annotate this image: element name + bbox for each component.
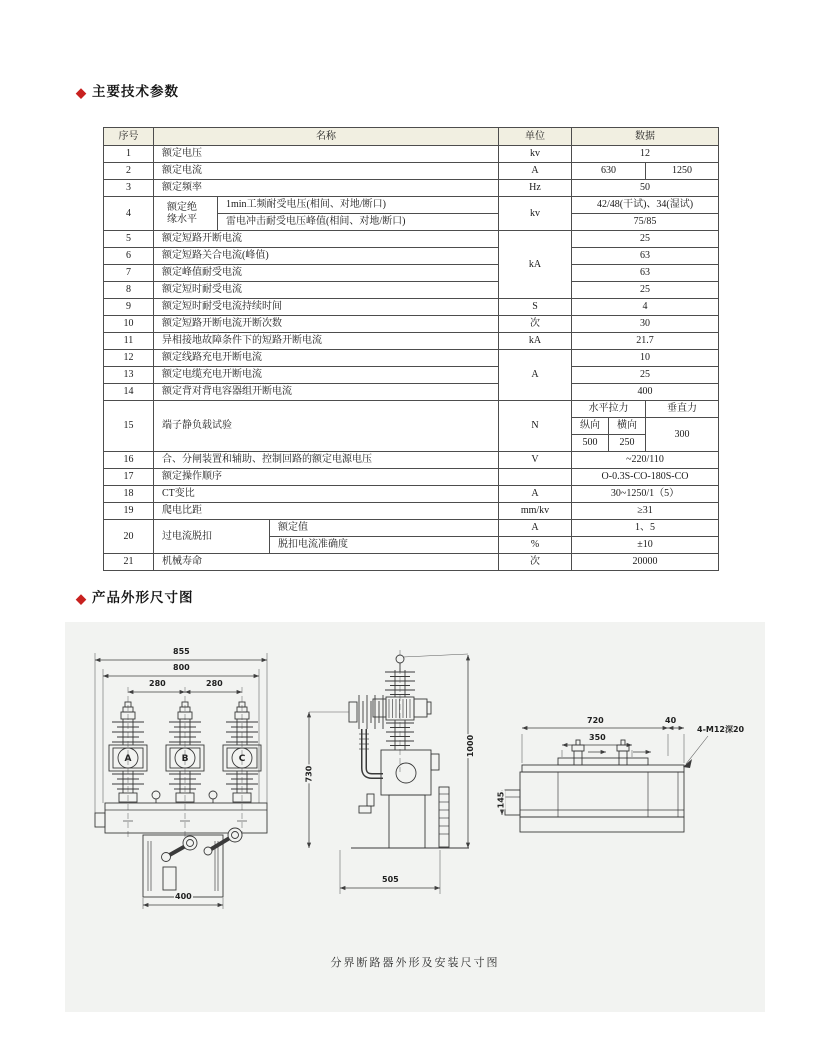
table-row [104,384,719,401]
cell-no: 20 [104,520,154,554]
cell-unit: kv [499,146,572,163]
cell-name: 额定电流 [154,163,499,180]
cell-longitudinal: 纵向 [572,418,609,435]
table-row [104,265,719,282]
mounting-holes-note: 4-M12深20 [697,725,745,734]
cell-data-b: 1250 [646,163,719,180]
cell-name: 额定线路充电开断电流 [154,350,499,367]
cell-no: 7 [104,265,154,282]
cell-data: 30 [572,316,719,333]
drawings-panel [65,622,765,1012]
cell-no: 17 [104,469,154,486]
table-row [104,316,719,333]
cell-no: 10 [104,316,154,333]
cell-unit: 次 [499,316,572,333]
cell-data: 20000 [572,554,719,571]
table-row [104,367,719,384]
table-row [104,197,719,214]
cell-no: 4 [104,197,154,231]
header-unit: 单位 [499,128,572,146]
plan-view-drawing [496,700,755,850]
header-no: 序号 [104,128,154,146]
cell-data: 4 [572,299,719,316]
header-name: 名称 [154,128,499,146]
cell-data: 25 [572,282,719,299]
cell-horizontal-pull: 水平拉力 [572,401,646,418]
cell-no: 13 [104,367,154,384]
cell-name: 额定操作顺序 [154,469,499,486]
cell-data: 30~1250/1（5） [572,486,719,503]
pole-label-c: C [238,754,246,764]
cell-unit: N [499,401,572,452]
cell-unit: kA [499,333,572,350]
cell-name: 端子静负载试验 [154,401,499,452]
cell-vertical-value: 300 [646,418,719,452]
section-title-params [76,80,179,101]
table-row [104,469,719,486]
cell-data: 10 [572,350,719,367]
side-body [381,750,431,795]
table-row [104,231,719,248]
cell-data-b: ±10 [572,537,719,554]
cell-data-a: 1、5 [572,520,719,537]
table-row [104,486,719,503]
cell-unit: A [499,163,572,180]
cell-transverse: 横向 [609,418,646,435]
cell-unit: S [499,299,572,316]
drawing-caption: 分界断路器外形及安装尺寸图 [330,957,500,969]
cell-no: 15 [104,401,154,452]
dim-overall-width: 855 [173,647,190,656]
cell-data: 12 [572,146,719,163]
table-row [104,401,719,418]
cell-data: 50 [572,180,719,197]
cell-unit-a: A [499,520,572,537]
cell-name: 额定短路关合电流(峰值) [154,248,499,265]
cell-data-b: 75/85 [572,214,719,231]
table-row [104,180,719,197]
cell-name: 额定频率 [154,180,499,197]
top-flange [522,765,684,772]
cell-name: 额定背对背电容器组开断电流 [154,384,499,401]
terminal-bolts [572,740,651,765]
cell-name: 爬电比距 [154,503,499,520]
cell-sub-a: 额定值 [270,520,499,537]
cell-data-a: 630 [572,163,646,180]
cell-name: 合、分闸装置和辅助、控制回路的额定电源电压 [154,452,499,469]
cell-no: 5 [104,231,154,248]
cell-name: 额定短路开断电流开断次数 [154,316,499,333]
cell-unit [499,469,572,486]
pole-label-a: A [124,754,132,764]
dim-total-height: 1000 [466,734,476,758]
cell-no: 1 [104,146,154,163]
cell-data-a: 42/48(干试)、34(湿试) [572,197,719,214]
cell-no: 16 [104,452,154,469]
cell-group: 额定绝缘水平 [154,197,218,231]
cell-no: 6 [104,248,154,265]
cell-data: 25 [572,367,719,384]
cell-no: 3 [104,180,154,197]
cell-no: 2 [104,163,154,180]
side-view-drawing [303,642,488,904]
table-row [104,503,719,520]
dim-side-height: 145 [496,791,506,809]
cell-name: CT变比 [154,486,499,503]
cell-unit: kv [499,197,572,231]
cell-data: 63 [572,248,719,265]
table-row [104,282,719,299]
table-row [104,146,719,163]
cell-unit: A [499,486,572,503]
cell-sub-a: 1min工频耐受电压(相间、对地/断口) [218,197,499,214]
cell-no: 21 [104,554,154,571]
dim-depth: 505 [382,875,399,884]
table-row [104,452,719,469]
diamond-bullet-icon: ◆ [76,85,87,100]
table-row [104,350,719,367]
dim-terminal-pitch: 350 [589,733,606,742]
cell-data: O-0.3S-CO-180S-CO [572,469,719,486]
cell-data: ~220/110 [572,452,719,469]
cell-name: 额定电缆充电开断电流 [154,367,499,384]
cell-no: 19 [104,503,154,520]
cell-no: 18 [104,486,154,503]
cell-name: 额定短路开断电流 [154,231,499,248]
cell-data: 21.7 [572,333,719,350]
cell-no: 11 [104,333,154,350]
section-title-outline [76,586,194,607]
cell-transverse-value: 250 [609,435,646,452]
cell-unit: kA [499,231,572,299]
table-row [104,554,719,571]
cell-name: 额定峰值耐受电流 [154,265,499,282]
cell-no: 8 [104,282,154,299]
cell-unit: A [499,350,572,401]
cell-name: 额定电压 [154,146,499,163]
table-header-row [104,128,719,146]
cell-no: 14 [104,384,154,401]
cell-sub-b: 脱扣电流准确度 [270,537,499,554]
plan-view-linework [500,700,750,850]
dim-pole-pitch-left: 280 [149,679,166,688]
front-view-drawing [90,645,275,920]
cell-no: 9 [104,299,154,316]
cell-unit: mm/kv [499,503,572,520]
cell-data: 63 [572,265,719,282]
dim-mechanism-width: 400 [175,892,192,901]
dim-base-length: 720 [587,716,604,725]
side-view-linework [303,642,483,904]
cell-group: 过电流脱扣 [154,520,270,554]
cell-data: ≥31 [572,503,719,520]
table-row [104,520,719,537]
table-row [104,163,719,180]
side-bushing [349,695,383,729]
cell-vertical-force: 垂直力 [646,401,719,418]
dim-bushing-height: 730 [304,765,314,783]
base-frame [105,803,267,833]
cell-data: 25 [572,231,719,248]
table-row [104,299,719,316]
cell-name: 额定短时耐受电流持续时间 [154,299,499,316]
diamond-bullet-icon: ◆ [76,591,87,606]
header-data: 数据 [572,128,719,146]
cell-data: 400 [572,384,719,401]
dim-edge-offset: 40 [665,716,677,725]
cell-unit: V [499,452,572,469]
cell-name: 异相接地故障条件下的短路开断电流 [154,333,499,350]
section-title-params-text: 主要技术参数 [92,84,179,99]
dim-frame-width: 800 [173,663,190,672]
table-row [104,333,719,350]
section-title-outline-text: 产品外形尺寸图 [92,590,194,605]
spec-table [103,127,719,571]
front-view-linework [90,645,275,917]
cell-name: 机械寿命 [154,554,499,571]
pole-label-b: B [181,754,189,764]
cell-longitudinal-value: 500 [572,435,609,452]
cell-no: 12 [104,350,154,367]
cell-name: 额定短时耐受电流 [154,282,499,299]
cell-unit: 次 [499,554,572,571]
cell-unit: Hz [499,180,572,197]
table-row [104,248,719,265]
dim-pole-pitch-right: 280 [206,679,223,688]
cell-sub-b: 雷电冲击耐受电压峰值(相间、对地/断口) [218,214,499,231]
cell-unit-b: % [499,537,572,554]
